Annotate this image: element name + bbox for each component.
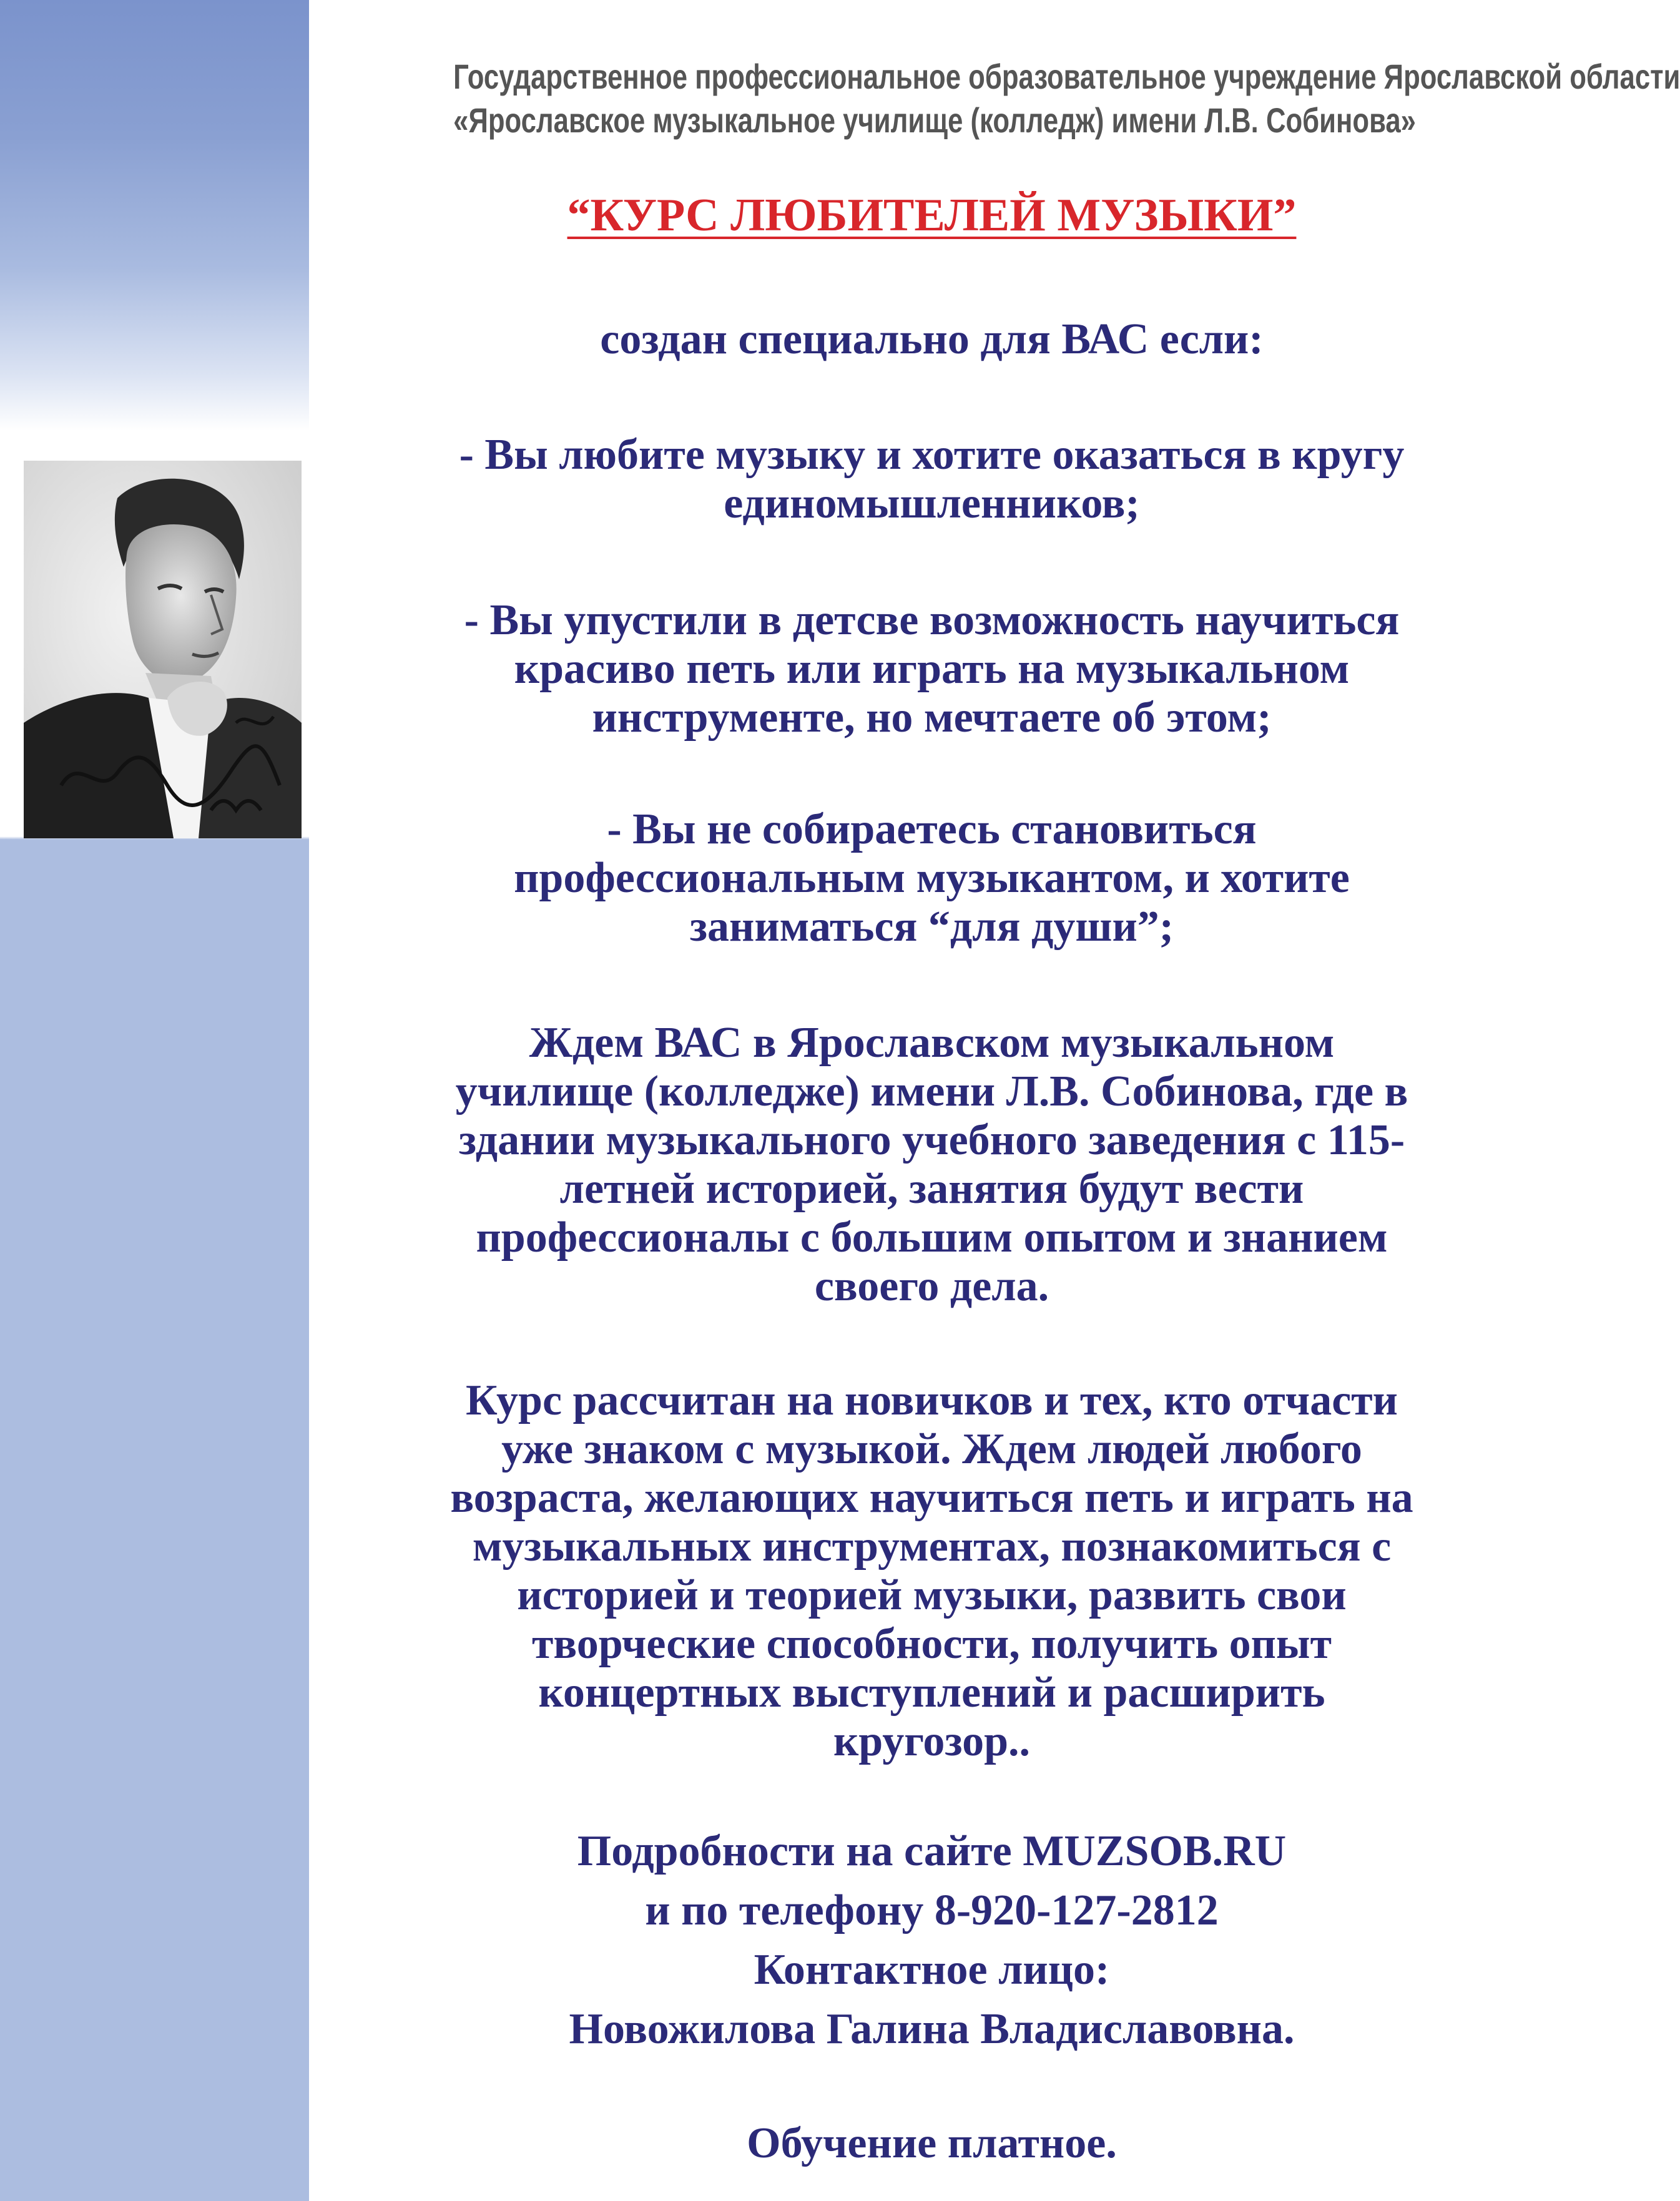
flyer-content	[318, 0, 1680, 2201]
payment-note	[318, 2119, 1545, 2168]
side-decorative-band	[0, 0, 309, 2201]
reason-line: - Вы любите музыку и хотите оказаться в кругу	[459, 431, 1405, 479]
portrait-photo-icon	[24, 461, 302, 838]
course-description-paragraph	[318, 1376, 1545, 1766]
intro-text	[318, 315, 1545, 364]
invitation-line: своего дела.	[814, 1262, 1049, 1310]
reason-line: единомышленников;	[724, 479, 1140, 527]
institution-header	[453, 55, 1680, 142]
description-line: кругозор..	[833, 1717, 1031, 1765]
portrait-photo	[24, 461, 302, 838]
reason-line: заниматься “для души”;	[689, 903, 1174, 951]
website-line: Подробности на сайте MUZSOB.RU	[577, 1827, 1287, 1875]
invitation-line: Ждем ВАС в Ярославском музыкальном	[529, 1019, 1335, 1067]
invitation-line: профессионалы с большим опытом и знанием	[476, 1213, 1388, 1262]
payment-note-text: Обучение платное.	[747, 2119, 1117, 2167]
invitation-paragraph	[318, 1019, 1545, 1311]
contact-person-label: Контактное лицо:	[754, 1946, 1110, 1994]
reason-item	[318, 805, 1545, 951]
reason-line: - Вы упустили в детсве возможность научиться	[464, 596, 1400, 644]
intro-line: создан специально для ВАС если:	[600, 315, 1264, 363]
reason-line: - Вы не собираетесь становиться	[607, 805, 1257, 853]
reason-item	[318, 596, 1545, 742]
reason-line: красиво петь или играть на музыкальном	[514, 645, 1350, 693]
invitation-line: летней историей, занятия будут вести	[559, 1165, 1304, 1213]
description-line: творческие способности, получить опыт	[532, 1620, 1332, 1668]
reason-line: профессиональным музыкантом, и хотите	[514, 854, 1350, 902]
invitation-line: здании музыкального учебного заведения с 115-	[458, 1116, 1405, 1164]
invitation-line: училище (колледже) имени Л.В. Собинова, где в	[455, 1067, 1408, 1115]
institution-header-line: Государственное профессиональное образовательное учреждение Ярославской области	[453, 57, 1680, 96]
reason-line: инструменте, но мечтаете об этом;	[592, 694, 1272, 742]
phone-line: и по телефону 8-920-127-2812	[645, 1886, 1219, 1934]
description-line: уже знаком с музыкой. Ждем людей любого	[501, 1425, 1362, 1473]
institution-header-line: «Ярославское музыкальное училище (колледж) имени Л.В. Собинова»	[453, 100, 1416, 140]
description-line: концертных выступлений и расширить	[538, 1669, 1325, 1717]
course-title-text: “КУРС ЛЮБИТЕЛЕЙ МУЗЫКИ”	[567, 190, 1297, 241]
description-line: возраста, желающих научиться петь и играть на	[450, 1474, 1413, 1522]
course-title	[318, 187, 1545, 243]
description-line: музыкальных инструментах, познакомиться с	[472, 1522, 1392, 1571]
reason-item	[318, 431, 1545, 528]
contact-person-name: Новожилова Галина Владиславовна.	[569, 2005, 1295, 2053]
description-line: Курс рассчитан на новичков и тех, кто отчасти	[466, 1376, 1398, 1424]
description-line: историей и теорией музыки, развить свои	[517, 1571, 1347, 1619]
contacts-block	[318, 1821, 1545, 2059]
